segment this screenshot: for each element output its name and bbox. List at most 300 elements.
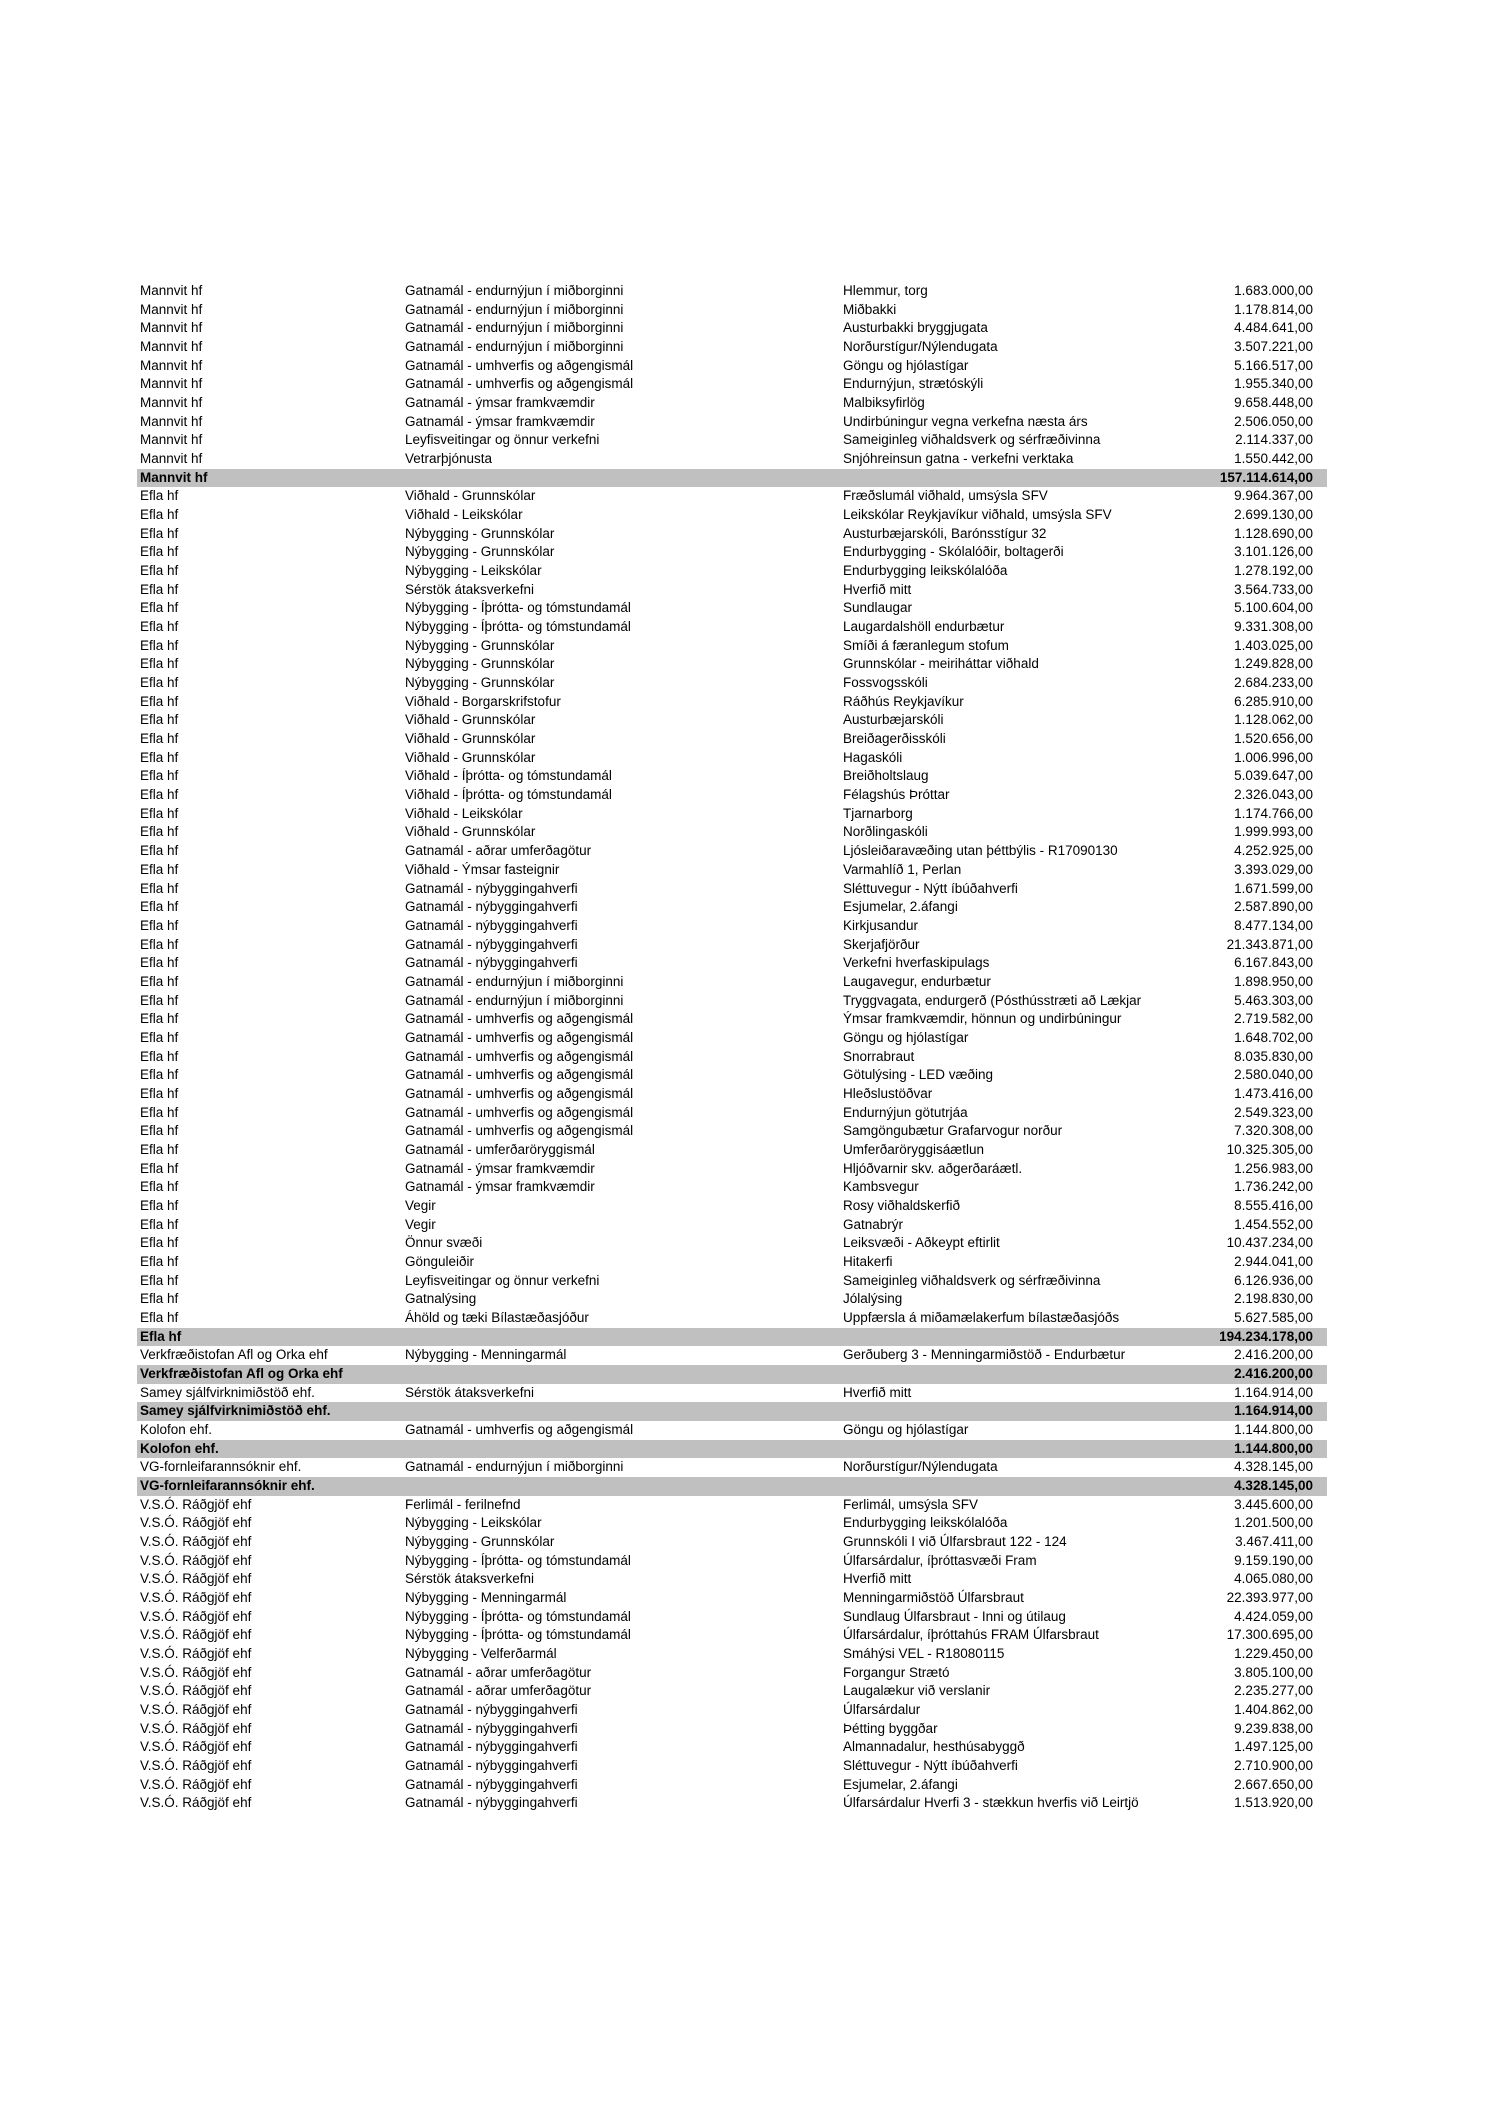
- description-cell: Þétting byggðar: [843, 1720, 938, 1736]
- company-cell: Efla hf: [140, 992, 179, 1008]
- company-cell: Verkfræðistofan Afl og Orka ehf: [140, 1347, 328, 1363]
- table-row: [137, 693, 1327, 712]
- company-cell: Efla hf: [140, 899, 179, 915]
- category-cell: Viðhald - Grunnskólar: [405, 712, 536, 728]
- amount-cell: 2.580.040,00: [1234, 1067, 1313, 1083]
- amount-cell: 1.128.690,00: [1234, 525, 1313, 541]
- table-row: [137, 1570, 1327, 1589]
- amount-cell: 17.300.695,00: [1226, 1627, 1313, 1643]
- summary-row: [137, 1328, 1327, 1347]
- summary-label-cell: Kolofon ehf.: [140, 1440, 219, 1456]
- summary-label-cell: Samey sjálfvirknimiðstöð ehf.: [140, 1403, 331, 1419]
- category-cell: Gatnamál - aðrar umferðagötur: [405, 843, 592, 859]
- table-row: [137, 823, 1327, 842]
- category-cell: Gatnamál - nýbyggingahverfi: [405, 955, 578, 971]
- company-cell: Mannvit hf: [140, 320, 203, 336]
- category-cell: Gatnamál - nýbyggingahverfi: [405, 899, 578, 915]
- amount-cell: 3.564.733,00: [1234, 581, 1313, 597]
- company-cell: Efla hf: [140, 1309, 179, 1325]
- description-cell: Sameiginleg viðhaldsverk og sérfræðivinna: [843, 1272, 1101, 1288]
- table-row: [137, 786, 1327, 805]
- amount-cell: 2.506.050,00: [1234, 413, 1313, 429]
- table-row: [137, 1048, 1327, 1067]
- summary-spacer-cell: [843, 1328, 1152, 1347]
- table-row: [137, 1776, 1327, 1795]
- description-cell: Almannadalur, hesthúsabyggð: [843, 1739, 1025, 1755]
- amount-cell: 3.467.411,00: [1235, 1534, 1313, 1550]
- category-cell: Gatnamál - nýbyggingahverfi: [405, 1702, 578, 1718]
- company-cell: Efla hf: [140, 917, 179, 933]
- summary-spacer-cell: [405, 1328, 843, 1347]
- table-row: [137, 1253, 1327, 1272]
- company-cell: Efla hf: [140, 581, 179, 597]
- company-cell: Efla hf: [140, 1197, 179, 1213]
- description-cell: Tryggvagata, endurgerð (Pósthússtræti að Lækjar: [843, 992, 1142, 1008]
- amount-cell: 1.256.983,00: [1234, 1160, 1313, 1176]
- category-cell: Gatnamál - umhverfis og aðgengismál: [405, 357, 634, 373]
- table-row: [137, 992, 1327, 1011]
- amount-cell: 9.159.190,00: [1234, 1552, 1313, 1568]
- category-cell: Viðhald - Borgarskrifstofur: [405, 693, 561, 709]
- amount-cell: 1.513.920,00: [1234, 1795, 1313, 1811]
- description-cell: Götulýsing - LED væðing: [843, 1067, 994, 1083]
- company-cell: Efla hf: [140, 787, 179, 803]
- description-cell: Norðurstígur/Nýlendugata: [843, 339, 998, 355]
- description-cell: Jólalýsing: [843, 1291, 903, 1307]
- company-cell: Mannvit hf: [140, 413, 203, 429]
- description-cell: Breiðholtslaug: [843, 768, 929, 784]
- category-cell: Gatnamál - nýbyggingahverfi: [405, 1720, 578, 1736]
- amount-cell: 1.404.862,00: [1234, 1702, 1313, 1718]
- description-cell: Verkefni hverfaskipulags: [843, 955, 990, 971]
- description-cell: Smíði á færanlegum stofum: [843, 637, 1009, 653]
- category-cell: Gatnamál - umhverfis og aðgengismál: [405, 1123, 634, 1139]
- amount-cell: 3.805.100,00: [1234, 1664, 1313, 1680]
- company-cell: Mannvit hf: [140, 451, 203, 467]
- summary-label-cell: Efla hf: [140, 1328, 182, 1344]
- company-cell: V.S.Ó. Ráðgjöf ehf: [140, 1627, 252, 1643]
- company-cell: Efla hf: [140, 600, 179, 616]
- company-cell: Mannvit hf: [140, 357, 203, 373]
- table-row: [137, 805, 1327, 824]
- table-row: [137, 1533, 1327, 1552]
- table-row: [137, 973, 1327, 992]
- company-cell: V.S.Ó. Ráðgjöf ehf: [140, 1552, 252, 1568]
- description-cell: Austurbakki bryggjugata: [843, 320, 988, 336]
- category-cell: Vegir: [405, 1197, 436, 1213]
- category-cell: Gatnamál - nýbyggingahverfi: [405, 1758, 578, 1774]
- category-cell: Gatnamál - endurnýjun í miðborginni: [405, 1459, 624, 1475]
- amount-cell: 1.683.000,00: [1234, 283, 1313, 298]
- company-cell: Efla hf: [140, 1235, 179, 1251]
- company-cell: Mannvit hf: [140, 432, 203, 448]
- category-cell: Viðhald - Grunnskólar: [405, 731, 536, 747]
- description-cell: Miðbakki: [843, 301, 897, 317]
- amount-cell: 9.331.308,00: [1234, 619, 1313, 635]
- table-row: [137, 581, 1327, 600]
- amount-cell: 1.201.500,00: [1234, 1515, 1313, 1531]
- summary-spacer-cell: [405, 1402, 843, 1421]
- company-cell: V.S.Ó. Ráðgjöf ehf: [140, 1646, 252, 1662]
- amount-cell: 1.144.800,00: [1234, 1421, 1313, 1437]
- category-cell: Nýbygging - Grunnskólar: [405, 656, 555, 672]
- company-cell: Efla hf: [140, 805, 179, 821]
- company-cell: Kolofon ehf.: [140, 1421, 213, 1437]
- table-row: [137, 842, 1327, 861]
- description-cell: Laugalækur við verslanir: [843, 1683, 991, 1699]
- table-row: [137, 1309, 1327, 1328]
- table-row: [137, 898, 1327, 917]
- category-cell: Gatnamál - aðrar umferðagötur: [405, 1683, 592, 1699]
- description-cell: Sameiginleg viðhaldsverk og sérfræðivinna: [843, 432, 1101, 448]
- amount-cell: 22.393.977,00: [1226, 1590, 1313, 1606]
- table-row: [137, 637, 1327, 656]
- category-cell: Gatnamál - ýmsar framkvæmdir: [405, 413, 595, 429]
- amount-cell: 1.898.950,00: [1234, 973, 1313, 989]
- amount-cell: 2.684.233,00: [1234, 675, 1313, 691]
- table-row: [137, 1141, 1327, 1160]
- company-cell: Efla hf: [140, 656, 179, 672]
- description-cell: Hagaskóli: [843, 749, 903, 765]
- category-cell: Vegir: [405, 1216, 436, 1232]
- company-cell: Efla hf: [140, 880, 179, 896]
- description-cell: Úlfarsárdalur: [843, 1702, 921, 1718]
- category-cell: Gatnamál - endurnýjun í miðborginni: [405, 301, 624, 317]
- amount-cell: 5.100.604,00: [1234, 600, 1313, 616]
- category-cell: Gatnamál - umhverfis og aðgengismál: [405, 1011, 634, 1027]
- table-row: [137, 861, 1327, 880]
- amount-cell: 2.326.043,00: [1234, 787, 1313, 803]
- summary-row: [137, 1477, 1327, 1496]
- company-cell: Efla hf: [140, 731, 179, 747]
- table-row: [137, 1234, 1327, 1253]
- category-cell: Önnur svæði: [405, 1235, 483, 1251]
- summary-amount-cell: 4.328.145,00: [1234, 1478, 1313, 1493]
- summary-spacer-cell: [405, 1440, 843, 1459]
- description-cell: Grunnskóli I við Úlfarsbraut 122 - 124: [843, 1534, 1067, 1550]
- table-row: [137, 880, 1327, 899]
- company-cell: V.S.Ó. Ráðgjöf ehf: [140, 1515, 252, 1531]
- amount-cell: 1.473.416,00: [1234, 1085, 1313, 1101]
- category-cell: Viðhald - Grunnskólar: [405, 749, 536, 765]
- company-cell: Efla hf: [140, 1029, 179, 1045]
- category-cell: Nýbygging - Grunnskólar: [405, 1534, 555, 1550]
- table-row: [137, 394, 1327, 413]
- table-row: [137, 450, 1327, 469]
- table-row: [137, 338, 1327, 357]
- company-cell: Efla hf: [140, 544, 179, 560]
- category-cell: Vetrarþjónusta: [405, 451, 493, 467]
- summary-label-cell: VG-fornleifarannsóknir ehf.: [140, 1478, 315, 1493]
- description-cell: Ráðhús Reykjavíkur: [843, 693, 964, 709]
- amount-cell: 10.437.234,00: [1226, 1235, 1313, 1251]
- company-cell: Efla hf: [140, 1085, 179, 1101]
- amount-cell: 4.424.059,00: [1234, 1608, 1313, 1624]
- description-cell: Endurbygging leikskólalóða: [843, 1515, 1008, 1531]
- description-cell: Sundlaug Úlfarsbraut - Inni og útilaug: [843, 1608, 1066, 1624]
- amount-cell: 4.065.080,00: [1234, 1571, 1313, 1587]
- category-cell: Gatnamál - aðrar umferðagötur: [405, 1664, 592, 1680]
- description-cell: Hverfið mitt: [843, 1571, 912, 1587]
- company-cell: Mannvit hf: [140, 395, 203, 411]
- table-row: [137, 1085, 1327, 1104]
- category-cell: Nýbygging - Íþrótta- og tómstundamál: [405, 1552, 631, 1568]
- description-cell: Menningarmiðstöð Úlfarsbraut: [843, 1590, 1024, 1606]
- description-cell: Malbiksyfirlög: [843, 395, 925, 411]
- category-cell: Nýbygging - Grunnskólar: [405, 637, 555, 653]
- category-cell: Gatnamál - endurnýjun í miðborginni: [405, 283, 624, 298]
- amount-cell: 1.671.599,00: [1234, 880, 1313, 896]
- table-row: [137, 1645, 1327, 1664]
- description-cell: Snorrabraut: [843, 1048, 915, 1064]
- table-row: [137, 749, 1327, 768]
- company-cell: Efla hf: [140, 861, 179, 877]
- description-cell: Ýmsar framkvæmdir, hönnun og undirbúningur: [843, 1011, 1122, 1027]
- category-cell: Nýbygging - Menningarmál: [405, 1347, 567, 1363]
- category-cell: Gatnamál - umferðaröryggismál: [405, 1141, 595, 1157]
- category-cell: Sérstök átaksverkefni: [405, 1571, 535, 1587]
- table-row: [137, 711, 1327, 730]
- table-row: [137, 431, 1327, 450]
- table-row: [137, 301, 1327, 320]
- category-cell: Gatnamál - umhverfis og aðgengismál: [405, 1104, 634, 1120]
- company-cell: V.S.Ó. Ráðgjöf ehf: [140, 1776, 252, 1792]
- company-cell: V.S.Ó. Ráðgjöf ehf: [140, 1739, 252, 1755]
- table-row: [137, 1458, 1327, 1477]
- summary-spacer-cell: [843, 469, 1152, 488]
- amount-cell: 9.658.448,00: [1234, 395, 1313, 411]
- amount-cell: 2.699.130,00: [1234, 507, 1313, 523]
- summary-label-cell: Verkfræðistofan Afl og Orka ehf: [140, 1365, 343, 1381]
- amount-cell: 4.252.925,00: [1234, 843, 1313, 859]
- amount-cell: 6.285.910,00: [1234, 693, 1313, 709]
- category-cell: Nýbygging - Menningarmál: [405, 1590, 567, 1606]
- description-cell: Norðurstígur/Nýlendugata: [843, 1459, 998, 1475]
- amount-cell: 9.239.838,00: [1234, 1720, 1313, 1736]
- description-cell: Endurnýjun, strætóskýli: [843, 376, 984, 392]
- amount-cell: 1.520.656,00: [1234, 731, 1313, 747]
- amount-cell: 1.454.552,00: [1234, 1216, 1313, 1232]
- description-cell: Sundlaugar: [843, 600, 913, 616]
- description-cell: Smáhýsi VEL - R18080115: [843, 1646, 1005, 1662]
- category-cell: Nýbygging - Grunnskólar: [405, 675, 555, 691]
- company-cell: Efla hf: [140, 1253, 179, 1269]
- category-cell: Nýbygging - Íþrótta- og tómstundamál: [405, 619, 631, 635]
- company-cell: Samey sjálfvirknimiðstöð ehf.: [140, 1384, 315, 1400]
- category-cell: Gatnamál - umhverfis og aðgengismál: [405, 376, 634, 392]
- category-cell: Nýbygging - Leikskólar: [405, 1515, 542, 1531]
- table-row: [137, 1197, 1327, 1216]
- category-cell: Leyfisveitingar og önnur verkefni: [405, 1272, 600, 1288]
- description-cell: Hverfið mitt: [843, 1384, 912, 1400]
- category-cell: Gatnamál - nýbyggingahverfi: [405, 917, 578, 933]
- description-cell: Skerjafjörður: [843, 936, 920, 952]
- description-cell: Rosy viðhaldskerfið: [843, 1197, 961, 1213]
- amount-cell: 8.477.134,00: [1234, 917, 1313, 933]
- company-cell: Efla hf: [140, 955, 179, 971]
- description-cell: Kirkjusandur: [843, 917, 919, 933]
- company-cell: Efla hf: [140, 1141, 179, 1157]
- amount-cell: 2.114.337,00: [1235, 432, 1313, 448]
- table-row: [137, 1552, 1327, 1571]
- description-cell: Endurbygging leikskólalóða: [843, 563, 1008, 579]
- amount-cell: 1.497.125,00: [1234, 1739, 1313, 1755]
- category-cell: Gatnamál - nýbyggingahverfi: [405, 1739, 578, 1755]
- company-cell: V.S.Ó. Ráðgjöf ehf: [140, 1758, 252, 1774]
- amount-cell: 1.229.450,00: [1234, 1646, 1313, 1662]
- company-cell: V.S.Ó. Ráðgjöf ehf: [140, 1590, 252, 1606]
- category-cell: Viðhald - Íþrótta- og tómstundamál: [405, 768, 612, 784]
- description-cell: Varmahlíð 1, Perlan: [843, 861, 962, 877]
- category-cell: Gatnamál - nýbyggingahverfi: [405, 1776, 578, 1792]
- table-row: [137, 1384, 1327, 1403]
- category-cell: Gatnamál - ýmsar framkvæmdir: [405, 1160, 595, 1176]
- category-cell: Leyfisveitingar og önnur verkefni: [405, 432, 600, 448]
- description-cell: Esjumelar, 2.áfangi: [843, 1776, 958, 1792]
- table-row: [137, 1421, 1327, 1440]
- category-cell: Sérstök átaksverkefni: [405, 581, 535, 597]
- table-row: [137, 1272, 1327, 1291]
- table-row: [137, 319, 1327, 338]
- description-cell: Esjumelar, 2.áfangi: [843, 899, 958, 915]
- summary-amount-cell: 2.416.200,00: [1234, 1365, 1313, 1381]
- category-cell: Gönguleiðir: [405, 1253, 475, 1269]
- table-row: [137, 1682, 1327, 1701]
- company-cell: V.S.Ó. Ráðgjöf ehf: [140, 1664, 252, 1680]
- amount-cell: 21.343.871,00: [1226, 936, 1313, 952]
- table-row: [137, 1720, 1327, 1739]
- amount-cell: 5.039.647,00: [1234, 768, 1313, 784]
- description-cell: Forgangur Strætó: [843, 1664, 950, 1680]
- description-cell: Samgöngubætur Grafarvogur norður: [843, 1123, 1063, 1139]
- company-cell: Efla hf: [140, 563, 179, 579]
- company-cell: Efla hf: [140, 675, 179, 691]
- description-cell: Gatnabrýr: [843, 1216, 904, 1232]
- amount-cell: 1.955.340,00: [1234, 376, 1313, 392]
- amount-cell: 5.463.303,00: [1234, 992, 1313, 1008]
- company-cell: Efla hf: [140, 525, 179, 541]
- company-cell: V.S.Ó. Ráðgjöf ehf: [140, 1534, 252, 1550]
- category-cell: Gatnamál - umhverfis og aðgengismál: [405, 1085, 634, 1101]
- company-cell: Efla hf: [140, 619, 179, 635]
- category-cell: Gatnamál - endurnýjun í miðborginni: [405, 320, 624, 336]
- company-cell: Mannvit hf: [140, 376, 203, 392]
- company-cell: Mannvit hf: [140, 339, 203, 355]
- amount-cell: 6.126.936,00: [1234, 1272, 1313, 1288]
- company-cell: Efla hf: [140, 507, 179, 523]
- description-cell: Gerðuberg 3 - Menningarmiðstöð - Endurbætur: [843, 1347, 1126, 1363]
- expenditure-table: [137, 282, 1327, 1813]
- description-cell: Undirbúningur vegna verkefna næsta árs: [843, 413, 1088, 429]
- amount-cell: 1.550.442,00: [1234, 451, 1313, 467]
- category-cell: Viðhald - Grunnskólar: [405, 824, 536, 840]
- category-cell: Gatnamál - ýmsar framkvæmdir: [405, 395, 595, 411]
- category-cell: Nýbygging - Leikskólar: [405, 563, 542, 579]
- table-row: [137, 1589, 1327, 1608]
- table-row: [137, 599, 1327, 618]
- amount-cell: 4.484.641,00: [1234, 320, 1313, 336]
- description-cell: Laugardalshöll endurbætur: [843, 619, 1005, 635]
- description-cell: Úlfarsárdalur Hverfi 3 - stækkun hverfis við Leirtjö: [843, 1795, 1139, 1811]
- category-cell: Gatnamál - umhverfis og aðgengismál: [405, 1029, 634, 1045]
- category-cell: Viðhald - Grunnskólar: [405, 488, 536, 504]
- category-cell: Gatnamál - umhverfis og aðgengismál: [405, 1048, 634, 1064]
- table-row: [137, 543, 1327, 562]
- description-cell: Hlemmur, torg: [843, 283, 928, 298]
- description-cell: Göngu og hjólastígar: [843, 357, 969, 373]
- category-cell: Nýbygging - Íþrótta- og tómstundamál: [405, 600, 631, 616]
- company-cell: Efla hf: [140, 1160, 179, 1176]
- amount-cell: 8.035.830,00: [1234, 1048, 1313, 1064]
- summary-spacer-cell: [843, 1440, 1152, 1459]
- category-cell: Gatnamál - endurnýjun í miðborginni: [405, 973, 624, 989]
- table-row: [137, 1608, 1327, 1627]
- category-cell: Gatnamál - umhverfis og aðgengismál: [405, 1421, 634, 1437]
- company-cell: V.S.Ó. Ráðgjöf ehf: [140, 1683, 252, 1699]
- amount-cell: 1.164.914,00: [1234, 1384, 1313, 1400]
- description-cell: Hleðslustöðvar: [843, 1085, 933, 1101]
- description-cell: Félagshús Þróttar: [843, 787, 950, 803]
- description-cell: Fræðslumál viðhald, umsýsla SFV: [843, 488, 1048, 504]
- description-cell: Umferðaröryggisáætlun: [843, 1141, 985, 1157]
- description-cell: Norðlingaskóli: [843, 824, 928, 840]
- summary-row: [137, 469, 1327, 488]
- table-row: [137, 674, 1327, 693]
- amount-cell: 1.128.062,00: [1234, 712, 1313, 728]
- table-row: [137, 655, 1327, 674]
- summary-spacer-cell: [405, 469, 843, 488]
- amount-cell: 2.667.650,00: [1234, 1776, 1313, 1792]
- amount-cell: 2.587.890,00: [1234, 899, 1313, 915]
- amount-cell: 3.445.600,00: [1234, 1496, 1313, 1512]
- description-cell: Endurnýjun götutrjáa: [843, 1104, 968, 1120]
- summary-amount-cell: 157.114.614,00: [1219, 469, 1313, 485]
- table-row: [137, 1346, 1327, 1365]
- summary-amount-cell: 1.144.800,00: [1234, 1440, 1313, 1456]
- category-cell: Áhöld og tæki Bílastæðasjóður: [405, 1309, 589, 1325]
- company-cell: Efla hf: [140, 1048, 179, 1064]
- category-cell: Gatnamál - endurnýjun í miðborginni: [405, 992, 624, 1008]
- amount-cell: 2.944.041,00: [1234, 1253, 1313, 1269]
- summary-spacer-cell: [405, 1365, 843, 1384]
- company-cell: Efla hf: [140, 768, 179, 784]
- company-cell: Efla hf: [140, 1291, 179, 1307]
- table-row: [137, 1514, 1327, 1533]
- summary-amount-cell: 1.164.914,00: [1234, 1403, 1313, 1419]
- company-cell: V.S.Ó. Ráðgjöf ehf: [140, 1795, 252, 1811]
- description-cell: Göngu og hjólastígar: [843, 1421, 969, 1437]
- description-cell: Snjóhreinsun gatna - verkefni verktaka: [843, 451, 1074, 467]
- table-row: [137, 1122, 1327, 1141]
- amount-cell: 10.325.305,00: [1226, 1141, 1313, 1157]
- description-cell: Ljósleiðaravæðing utan þéttbýlis - R17090130: [843, 843, 1118, 859]
- company-cell: V.S.Ó. Ráðgjöf ehf: [140, 1496, 252, 1512]
- description-cell: Hitakerfi: [843, 1253, 893, 1269]
- company-cell: Efla hf: [140, 973, 179, 989]
- company-cell: V.S.Ó. Ráðgjöf ehf: [140, 1571, 252, 1587]
- category-cell: Gatnamál - nýbyggingahverfi: [405, 1795, 578, 1811]
- category-cell: Viðhald - Leikskólar: [405, 507, 523, 523]
- amount-cell: 2.235.277,00: [1234, 1683, 1313, 1699]
- table-row: [137, 917, 1327, 936]
- category-cell: Gatnamál - umhverfis og aðgengismál: [405, 1067, 634, 1083]
- table-row: [137, 525, 1327, 544]
- table-row: [137, 1496, 1327, 1515]
- table-row: [137, 562, 1327, 581]
- amount-cell: 1.403.025,00: [1234, 637, 1313, 653]
- description-cell: Laugavegur, endurbætur: [843, 973, 991, 989]
- table-row: [137, 1664, 1327, 1683]
